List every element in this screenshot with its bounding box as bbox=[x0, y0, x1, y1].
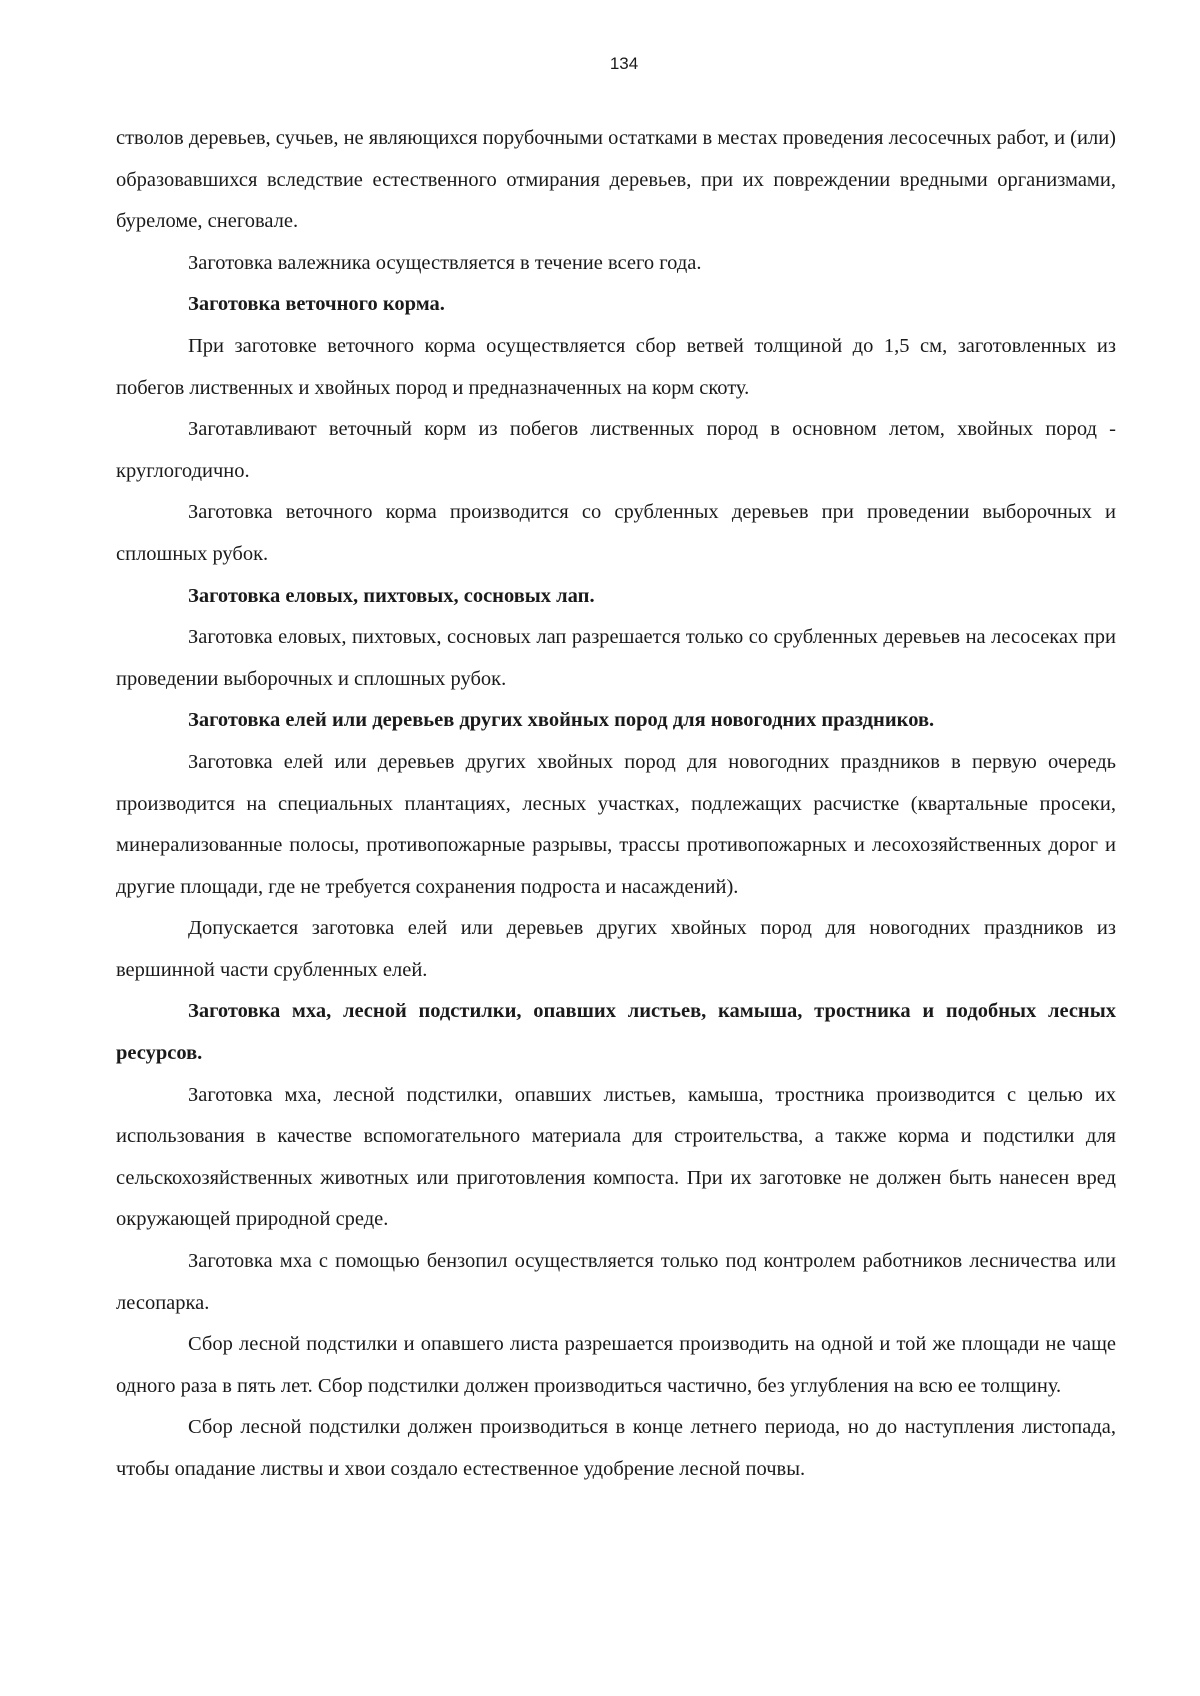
section-heading: Заготовка елей или деревьев других хвойных пород для новогодних праздников. bbox=[188, 709, 935, 732]
paragraph: Заготовка мха с помощью бензопил осуществляется только под контролем работников лесничества или лесопарка. bbox=[116, 1250, 1116, 1314]
paragraph: Заготавливают веточный корм из побегов лиственных пород в основном летом, хвойных пород - круглогодично. bbox=[116, 418, 1116, 482]
paragraph: Допускается заготовка елей или деревьев других хвойных пород для новогодних праздников из вершинной части срубленных елей. bbox=[116, 917, 1116, 981]
paragraph: Заготовка валежника осуществляется в течение всего года. bbox=[188, 251, 702, 274]
paragraph: Заготовка елей или деревьев других хвойных пород для новогодних праздников в первую очередь производится на специальных плантациях, лесных участках, подлежащих расчистке (квартальные просеки, минерализованные полосы, противопожарные разрывы, трассы противопожарных и лесохозяйственных дорог и другие площади, где не требуется сохранения подроста и насаждений). bbox=[116, 750, 1116, 898]
document-page bbox=[116, 52, 1116, 1491]
paragraph: Заготовка еловых, пихтовых, сосновых лап разрешается только со срубленных деревьев на лесосеках при проведении выборочных и сплошных рубок. bbox=[116, 626, 1116, 690]
section-heading: Заготовка мха, лесной подстилки, опавших листьев, камыша, тростника и подобных лесных ресурсов. bbox=[116, 1000, 1116, 1065]
paragraph: При заготовке веточного корма осуществляется сбор ветвей толщиной до 1,5 см, заготовленных из побегов лиственных и хвойных пород и предназначенных на корм скоту. bbox=[116, 334, 1116, 399]
paragraph: Заготовка мха, лесной подстилки, опавших листьев, камыша, тростника производится с целью их использования в качестве вспомогательного материала для строительства, а также корма и подстилки для сельскохозяйственных животных или приготовления компоста. При их заготовке не должен быть нанесен вред окружающей природной среде. bbox=[116, 1083, 1116, 1231]
section-heading: Заготовка веточного корма. bbox=[188, 293, 445, 316]
paragraph-continuation: стволов деревьев, сучьев, не являющихся порубочными остатками в местах проведения лесосечных работ, и (или) образовавшихся вследствие естественного отмирания деревьев, при их повреждении вредными организмами, буреломе, снеговале. bbox=[116, 127, 1116, 233]
paragraph: Сбор лесной подстилки и опавшего листа разрешается производить на одной и той же площади не чаще одного раза в пять лет. Сбор подстилки должен производиться частично, без углубления на всю ее толщину. bbox=[116, 1333, 1116, 1397]
page-number: 134 bbox=[609, 54, 639, 73]
paragraph: Заготовка веточного корма производится со срубленных деревьев при проведении выборочных и сплошных рубок. bbox=[116, 501, 1116, 565]
paragraph: Сбор лесной подстилки должен производиться в конце летнего периода, но до наступления листопада, чтобы опадание листвы и хвои создало естественное удобрение лесной почвы. bbox=[116, 1416, 1116, 1480]
section-heading: Заготовка еловых, пихтовых, сосновых лап. bbox=[188, 584, 595, 607]
